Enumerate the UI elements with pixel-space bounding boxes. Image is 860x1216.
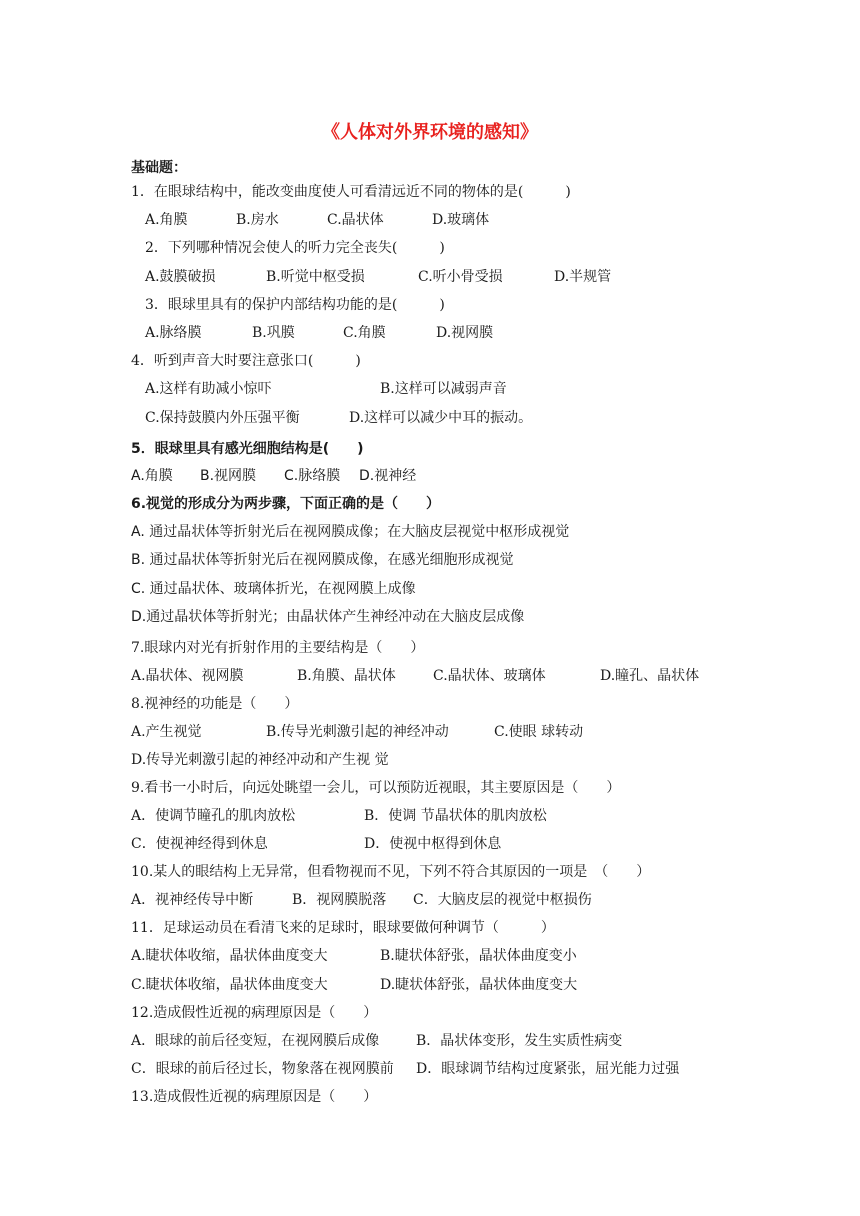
document-title: 《人体对外界环境的感知》 — [322, 122, 538, 143]
question-3-option-b: B.巩膜 — [252, 325, 295, 341]
question-5-stem: 5．眼球里具有感光细胞结构是( ) — [131, 441, 364, 457]
question-6-stem: 6.视觉的形成分为两步骤，下面正确的是（ ） — [131, 496, 441, 512]
question-5-option-a: A.角膜 — [131, 468, 173, 484]
question-1-option-b: B.房水 — [236, 212, 279, 228]
question-9-option-d: D．使视中枢得到休息 — [364, 836, 502, 852]
question-6-option-b: B. 通过晶状体等折射光后在视网膜成像，在感光细胞形成视觉 — [131, 552, 514, 568]
question-1-option-d: D.玻璃体 — [432, 212, 490, 228]
question-5-option-b: B.视网膜 — [200, 468, 257, 484]
question-3-stem: 3．眼球里具有的保护内部结构功能的是( ) — [145, 297, 445, 313]
question-5-option-d: D.视神经 — [359, 468, 417, 484]
question-7-stem: 7.眼球内对光有折射作用的主要结构是（ ） — [131, 640, 425, 656]
question-8-stem: 8.视神经的功能是（ ） — [131, 696, 299, 712]
question-4-option-a: A.这样有助减小惊吓 — [145, 381, 272, 397]
question-12-option-a: A．眼球的前后径变短，在视网膜后成像 — [131, 1033, 380, 1049]
question-13-stem: 13.造成假性近视的病理原因是（ ） — [131, 1089, 378, 1105]
question-8-option-a: A.产生视觉 — [131, 724, 202, 740]
question-8-option-c: C.使眼 球转动 — [494, 724, 584, 740]
question-4-stem: 4．听到声音大时要注意张口( ) — [131, 353, 361, 369]
question-10-option-a: A．视神经传导中断 — [131, 892, 254, 908]
question-10-stem: 10.某人的眼结构上无异常，但看物视而不见，下列不符合其原因的一项是 （ ） — [131, 864, 651, 880]
question-6-option-c: C. 通过晶状体、玻璃体折光，在视网膜上成像 — [131, 581, 416, 597]
question-2-option-a: A.鼓膜破损 — [145, 269, 216, 285]
question-7-option-b: B.角膜、晶状体 — [297, 668, 396, 684]
question-9-option-b: B．使调 节晶状体的肌肉放松 — [364, 808, 547, 824]
question-10-option-c: C．大脑皮层的视觉中枢损伤 — [413, 892, 592, 908]
question-3-option-a: A.脉络膜 — [145, 325, 202, 341]
question-11-option-a: A.睫状体收缩，晶状体曲度变大 — [131, 948, 328, 964]
question-1-option-c: C.晶状体 — [327, 212, 384, 228]
question-2-stem: 2．下列哪种情况会使人的听力完全丧失( ) — [145, 240, 445, 256]
question-1-option-a: A.角膜 — [145, 212, 188, 228]
question-6-option-a: A. 通过晶状体等折射光后在视网膜成像；在大脑皮层视觉中枢形成视觉 — [131, 524, 570, 540]
question-6-option-d: D.通过晶状体等折射光；由晶状体产生神经冲动在大脑皮层成像 — [131, 609, 525, 625]
question-4-option-c: C.保持鼓膜内外压强平衡 — [145, 410, 300, 426]
question-11-option-c: C.睫状体收缩，晶状体曲度变大 — [131, 977, 328, 993]
question-2-option-b: B.听觉中枢受损 — [266, 269, 365, 285]
question-12-option-d: D．眼球调节结构过度紧张，屈光能力过强 — [416, 1061, 680, 1077]
question-8-option-d: D.传导光刺激引起的神经冲动和产生视 觉 — [131, 752, 389, 768]
question-11-stem: 11．足球运动员在看清飞来的足球时，眼球要做何种调节（ ） — [131, 920, 555, 936]
question-1-stem: 1．在眼球结构中，能改变曲度使人可看清远近不同的物体的是( ) — [131, 184, 571, 200]
question-12-option-b: B．晶状体变形，发生实质性病变 — [416, 1033, 623, 1049]
question-9-option-a: A．使调节瞳孔的肌肉放松 — [131, 808, 296, 824]
question-11-option-b: B.睫状体舒张，晶状体曲度变小 — [380, 948, 577, 964]
question-12-stem: 12.造成假性近视的病理原因是（ ） — [131, 1005, 378, 1021]
question-3-option-c: C.角膜 — [343, 325, 386, 341]
question-7-option-a: A.晶状体、视网膜 — [131, 668, 244, 684]
question-2-option-c: C.听小骨受损 — [418, 269, 503, 285]
question-12-option-c: C．眼球的前后径过长，物象落在视网膜前 — [131, 1061, 394, 1077]
question-4-option-d: D.这样可以减少中耳的振动。 — [349, 410, 533, 426]
question-10-option-b: B．视网膜脱落 — [292, 892, 387, 908]
question-4-option-b: B.这样可以减弱声音 — [380, 381, 507, 397]
question-7-option-c: C.晶状体、玻璃体 — [433, 668, 546, 684]
question-9-option-c: C．使视神经得到休息 — [131, 836, 268, 852]
question-8-option-b: B.传导光刺激引起的神经冲动 — [266, 724, 449, 740]
section-heading: 基础题： — [131, 160, 187, 176]
question-2-option-d: D.半规管 — [554, 269, 612, 285]
question-11-option-d: D.睫状体舒张，晶状体曲度变大 — [380, 977, 578, 993]
question-3-option-d: D.视网膜 — [436, 325, 494, 341]
question-5-option-c: C.脉络膜 — [284, 468, 341, 484]
question-7-option-d: D.瞳孔、晶状体 — [600, 668, 700, 684]
question-9-stem: 9.看书一小时后，向远处眺望一会儿，可以预防近视眼，其主要原因是（ ） — [131, 780, 621, 796]
